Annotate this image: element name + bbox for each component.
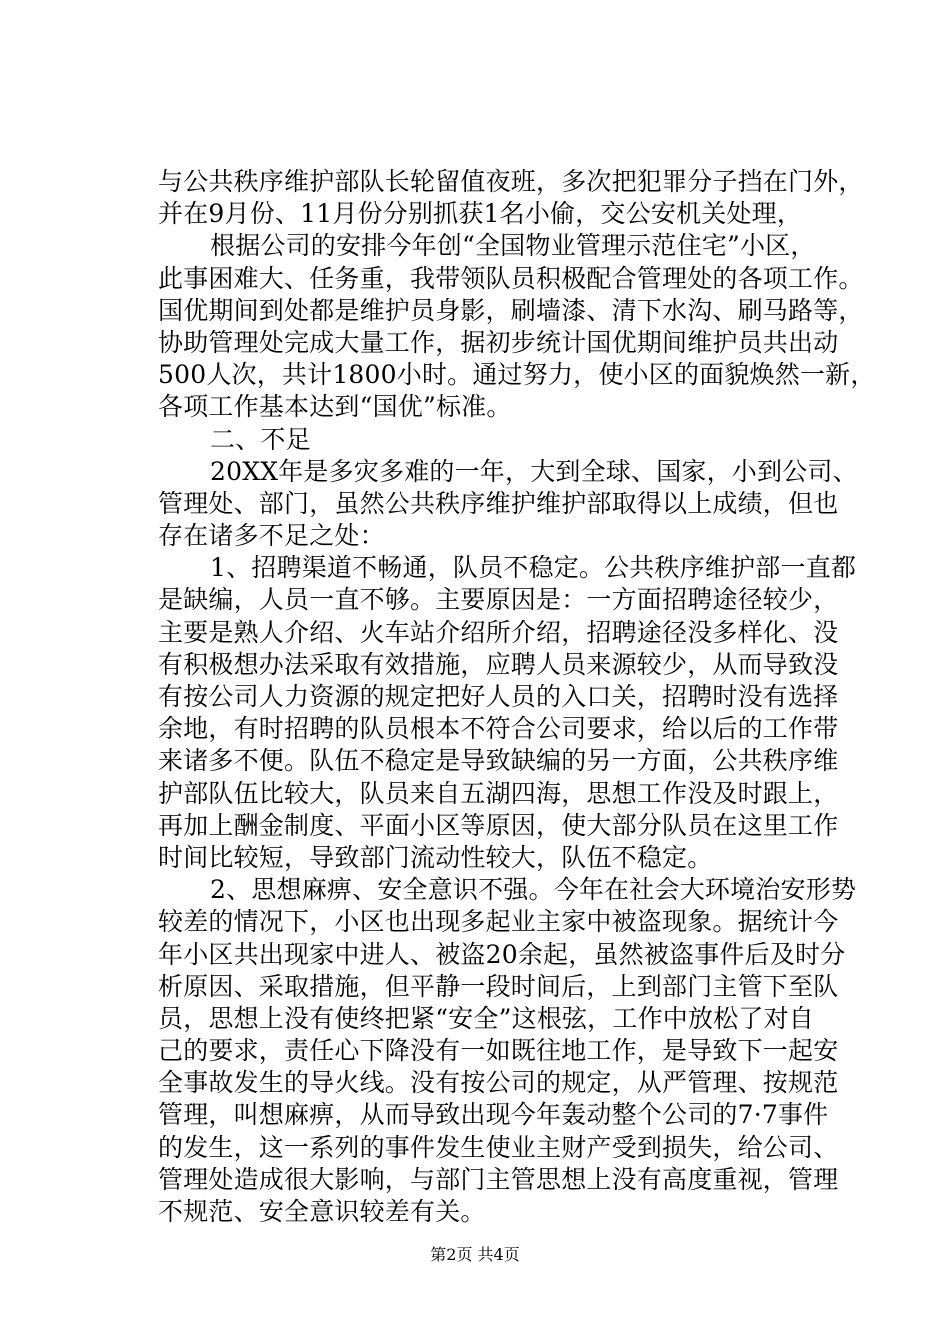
text-line: 来诸多不便。队伍不稳定是导致缺编的另一方面，公共秩序维 [158,746,839,776]
text-line: 余地，有时招聘的队员根本不符合公司要求，给以后的工作带 [158,714,839,744]
text-line: 各项工作基本达到“国优”标准。 [158,392,512,422]
text-line: 与公共秩序维护部队长轮留值夜班，多次把犯罪分子挡在门外， [158,167,864,196]
text-line: 己的要求，责任心下降没有一如既往地工作，是导致下一起安 [158,1036,839,1066]
text-line: 员，思想上没有使终把紧“安全”这根弦，工作中放松了对自 [158,1003,814,1033]
text-line: 析原因、采取措施，但平静一段时间后，上到部门主管下至队 [158,971,839,1001]
text-line: 国优期间到处都是维护员身影，刷墙漆、清下水沟、刷马路等， [158,295,864,325]
text-line: 不规范、安全意识较差有关。 [158,1197,486,1226]
text-line: 有积极想办法采取有效措施，应聘人员来源较少，从而导致没 [158,649,839,679]
text-line: 全事故发生的导火线。没有按公司的规定，从严管理、按规范 [158,1068,839,1098]
text-line: 存在诸多不足之处： [158,521,385,551]
text-line: 较差的情况下，小区也出现多起业主家中被盗现象。据统计今 [158,907,839,937]
text-line: 时间比较短，导致部门流动性较大，队伍不稳定。 [158,842,713,872]
text-line: 500人次，共计1800小时。通过努力，使小区的面貌焕然一新， [158,360,876,390]
text-line: 管理处造成很大影响，与部门主管思想上没有高度重视，管理 [158,1164,839,1194]
text-line: 协助管理处完成大量工作，据初步统计国优期间维护员共出动 [158,327,839,357]
text-line: 管理，叫想麻痹，从而导致出现今年轰动整个公司的7·7事件 [158,1100,829,1130]
text-line: 是缺编，人员一直不够。主要原因是：一方面招聘途径较少， [158,585,839,615]
text-line: 主要是熟人介绍、火车站介绍所介绍，招聘途径没多样化、没 [158,617,839,647]
text-line: 根据公司的安排今年创“全国物业管理示范住宅”小区， [210,231,816,261]
text-line: 护部队伍比较大，队员来自五湖四海，思想工作没及时跟上， [158,778,839,808]
text-line: 二、不足 [210,424,311,454]
page-footer: 第2页 共4页 [430,1245,520,1264]
text-line: 的发生，这一系列的事件发生使业主财产受到损失，给公司、 [158,1132,839,1162]
text-line: 20XX年是多灾多难的一年，大到全球、国家，小到公司、 [210,456,858,486]
text-line: 2、思想麻痹、安全意识不强。今年在社会大环境治安形势 [210,875,857,905]
text-line: 年小区共出现家中进人、被盗20余起，虽然被盗事件后及时分 [158,939,846,969]
text-line: 再加上酬金制度、平面小区等原因，使大部分队员在这里工作 [158,810,839,840]
text-line: 此事困难大、任务重，我带领队员积极配合管理处的各项工作。 [158,263,864,293]
text-line: 并在9月份、11月份分别抓获1名小偷，交公安机关处理， [158,199,803,229]
text-line: 管理处、部门，虽然公共秩序维护维护部取得以上成绩，但也 [158,488,839,518]
text-line: 有按公司人力资源的规定把好人员的入口关，招聘时没有选择 [158,682,839,711]
text-line: 1、招聘渠道不畅通，队员不稳定。公共秩序维护部一直都 [210,553,857,583]
document-body [158,166,876,1228]
